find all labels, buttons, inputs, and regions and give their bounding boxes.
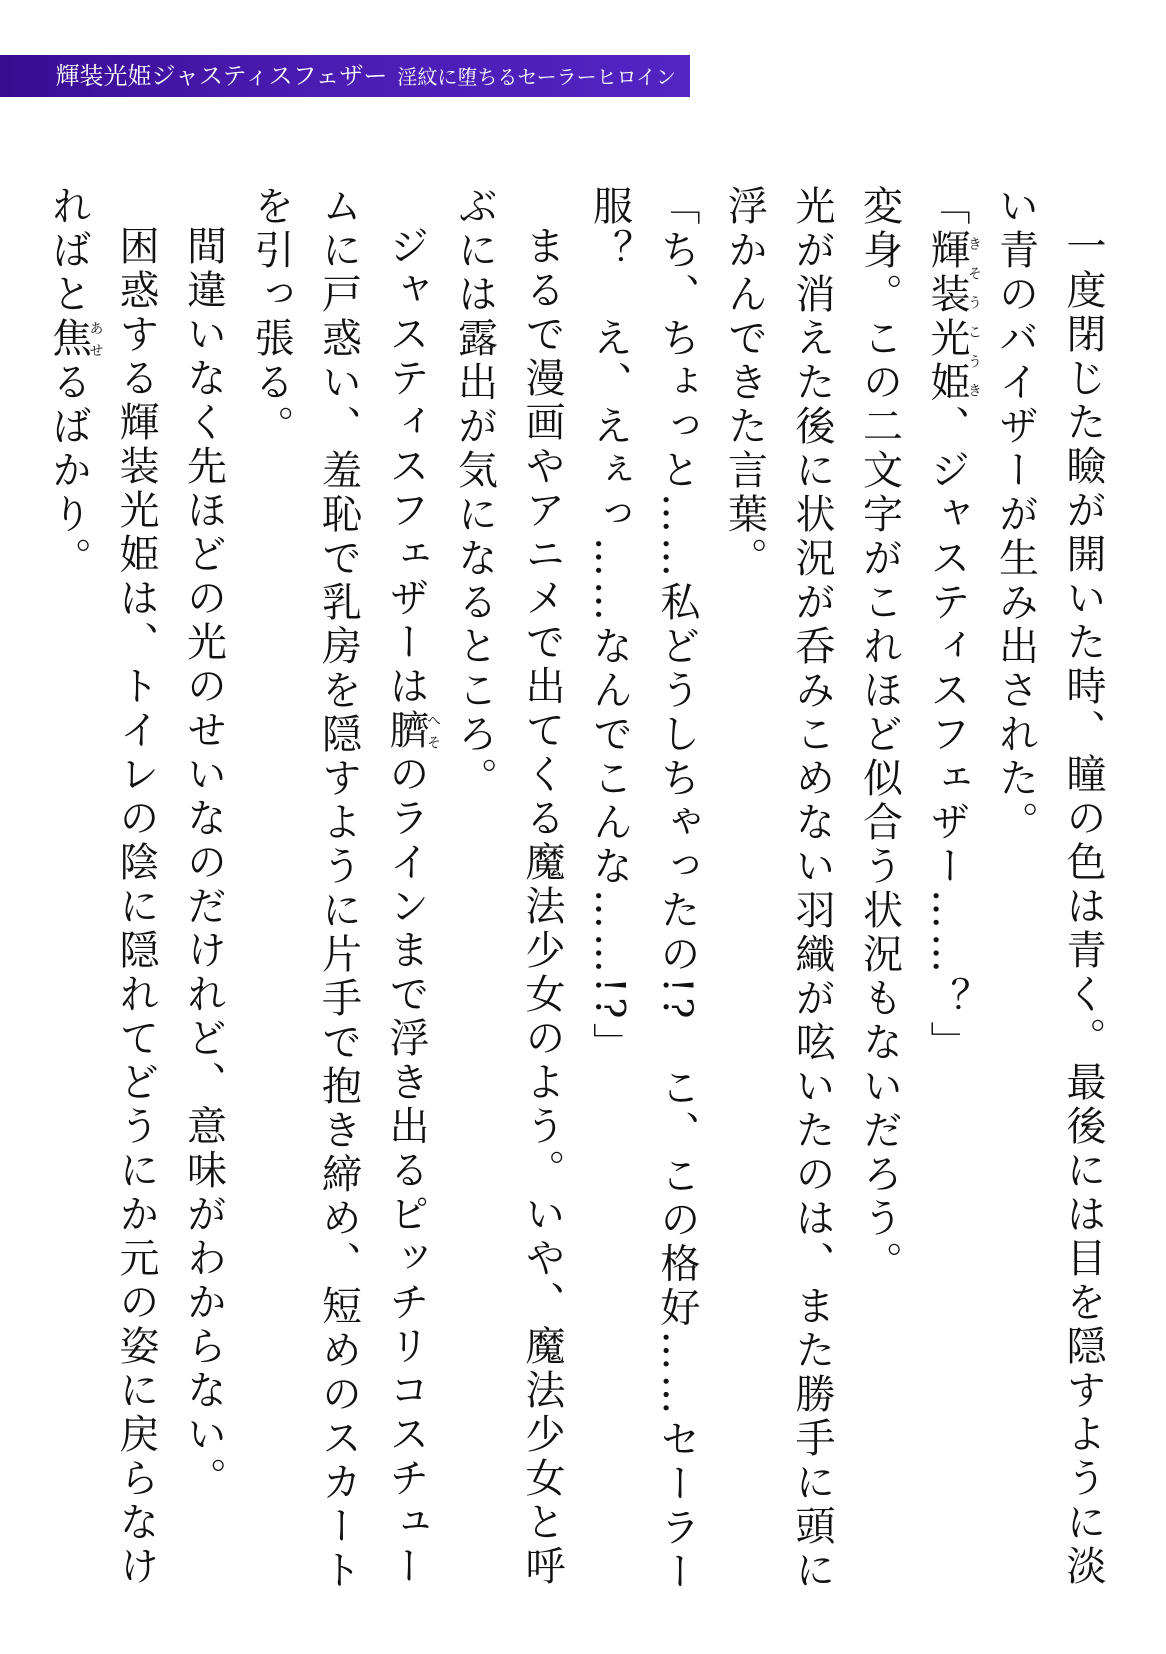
header-band [0,55,690,97]
paragraph: 「輝装光姫きそうこうき、ジャスティスフェザー……？」 [924,185,982,1065]
paragraph: 「ち、ちょっと……私どうしちゃったの!? こ、この格好……セーラー服？ え、えぇっ……なんでこんな……!?」 [586,185,700,1595]
ruby-annotation: 輝装光姫きそうこうき [924,229,982,405]
paragraph: 光が消えた後に状況が呑みこめない羽織が呟いたのは、また勝手に頭に浮かんできた言葉。 [721,185,835,1593]
header-title [55,61,676,92]
paragraph: まるで漫画やアニメで出てくる魔法少女のよう。いや、魔法少女と呼ぶには露出が気になるところ。 [451,185,565,1589]
paragraph: 変身。この二文字がこれほど似合う状況もないだろう。 [856,185,903,1285]
paragraph: 困惑する輝装光姫は、トイレの陰に隠れてどうにか元の姿に戻らなければと焦あせるばかり。 [45,185,159,1589]
ruby-annotation: 焦あせ [45,317,104,361]
paragraph: 間違いなく先ほどの光のせいなのだけれど、意味がわからない。 [180,225,227,1501]
book-subtitle: 淫紋に堕ちるセーラーヒロイン [397,65,676,89]
paragraph: 一度閉じた瞼が開いた時、瞳の色は青く。最後には目を隠すように淡い青のバイザーが生み出された。 [992,185,1106,1589]
paragraph: ジャスティスフェザーは臍へそのラインまで浮き出るピッチリコスチュームに戸惑い、羞恥で乳房を隠すように片手で抱き締め、短めのスカートを引っ張る。 [248,185,441,1593]
ruby-annotation: 臍へそ [383,709,441,753]
body-text [45,185,1116,1625]
book-title: 輝装光姫ジャスティスフェザー [55,62,388,90]
